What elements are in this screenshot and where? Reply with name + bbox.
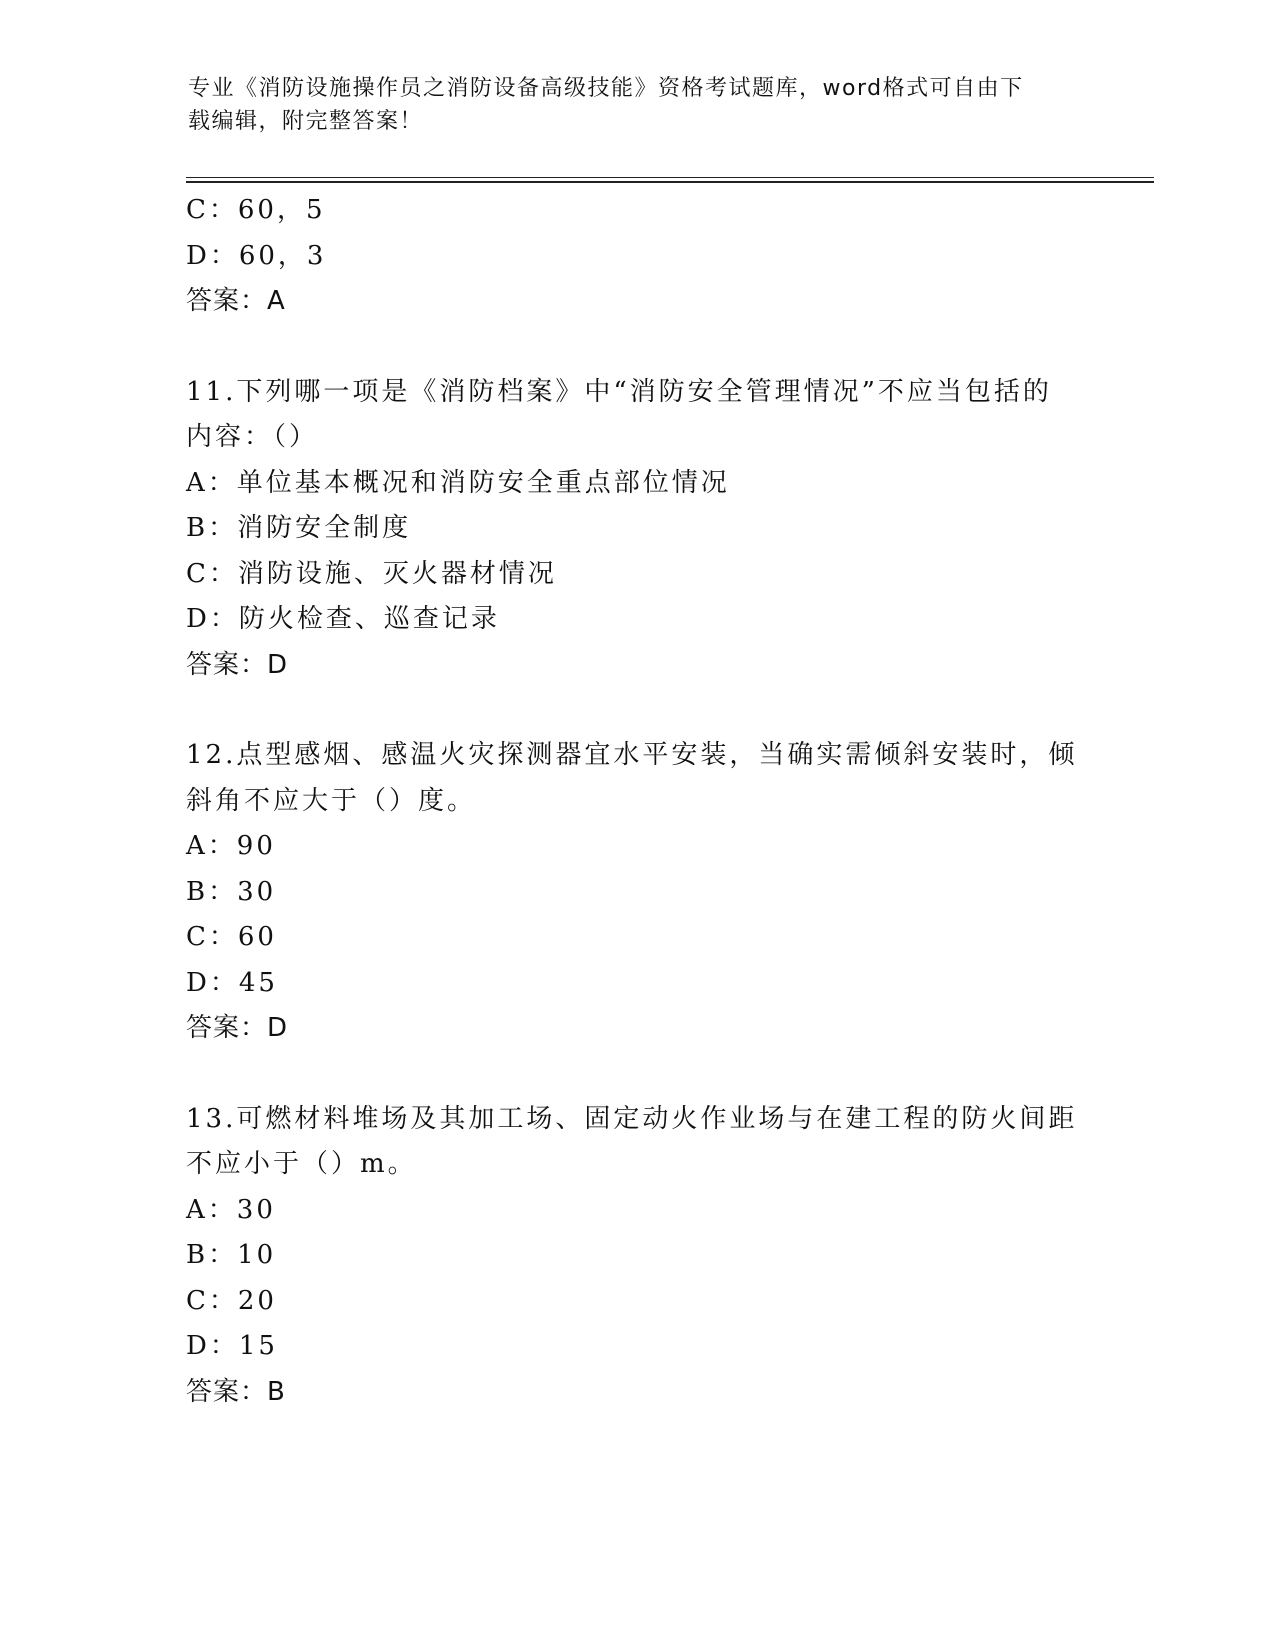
document-header <box>188 72 1068 138</box>
option-d: D：防火检查、巡查记录 <box>186 604 500 634</box>
option-d: D：60，3 <box>186 240 327 271</box>
document-body <box>186 188 1086 1415</box>
header-divider-thick <box>186 181 1154 183</box>
option-c: C：20 <box>186 1285 277 1316</box>
question-text-line-2: 斜角不应大于（）度。 <box>186 785 477 816</box>
option-a: A：30 <box>186 1194 276 1225</box>
question-12 <box>186 733 1086 1052</box>
question-text-line-1: 12.点型感烟、感温火灾探测器宜水平安装，当确实需倾斜安装时，倾 <box>186 740 1078 770</box>
answer-line: 答案：B <box>186 1376 286 1407</box>
option-b: B：30 <box>186 876 277 907</box>
answer-line: 答案：D <box>186 649 289 680</box>
option-d: D：15 <box>186 1331 278 1361</box>
header-divider-thin <box>186 177 1154 178</box>
question-13 <box>186 1097 1086 1416</box>
option-c: C：消防设施、灭火器材情况 <box>186 558 557 589</box>
option-b: B：10 <box>186 1240 277 1270</box>
option-a: A：90 <box>186 831 276 861</box>
option-b: B：消防安全制度 <box>186 513 412 543</box>
option-c: C：60，5 <box>186 195 326 225</box>
answer-line: 答案：D <box>186 1013 289 1043</box>
question-text-line-1: 11.下列哪一项是《消防档案》中“消防安全管理情况”不应当包括的 <box>186 376 1052 407</box>
option-d: D：45 <box>186 967 278 998</box>
answer-line: 答案：A <box>186 286 286 316</box>
question-text-line-1: 13.可燃材料堆场及其加工场、固定动火作业场与在建工程的防火间距 <box>186 1103 1078 1134</box>
question-text-line-2: 不应小于（）m。 <box>186 1149 417 1179</box>
header-line-1: 专业《消防设施操作员之消防设备高级技能》资格考试题库，word格式可自由下 <box>188 76 1024 101</box>
option-c: C：60 <box>186 922 277 952</box>
option-a: A：单位基本概况和消防安全重点部位情况 <box>186 467 730 498</box>
question-11 <box>186 370 1086 689</box>
question-text-line-2: 内容：（） <box>186 422 319 452</box>
previous-question-tail <box>186 188 1086 325</box>
header-line-2: 载编辑，附完整答案！ <box>188 109 424 134</box>
